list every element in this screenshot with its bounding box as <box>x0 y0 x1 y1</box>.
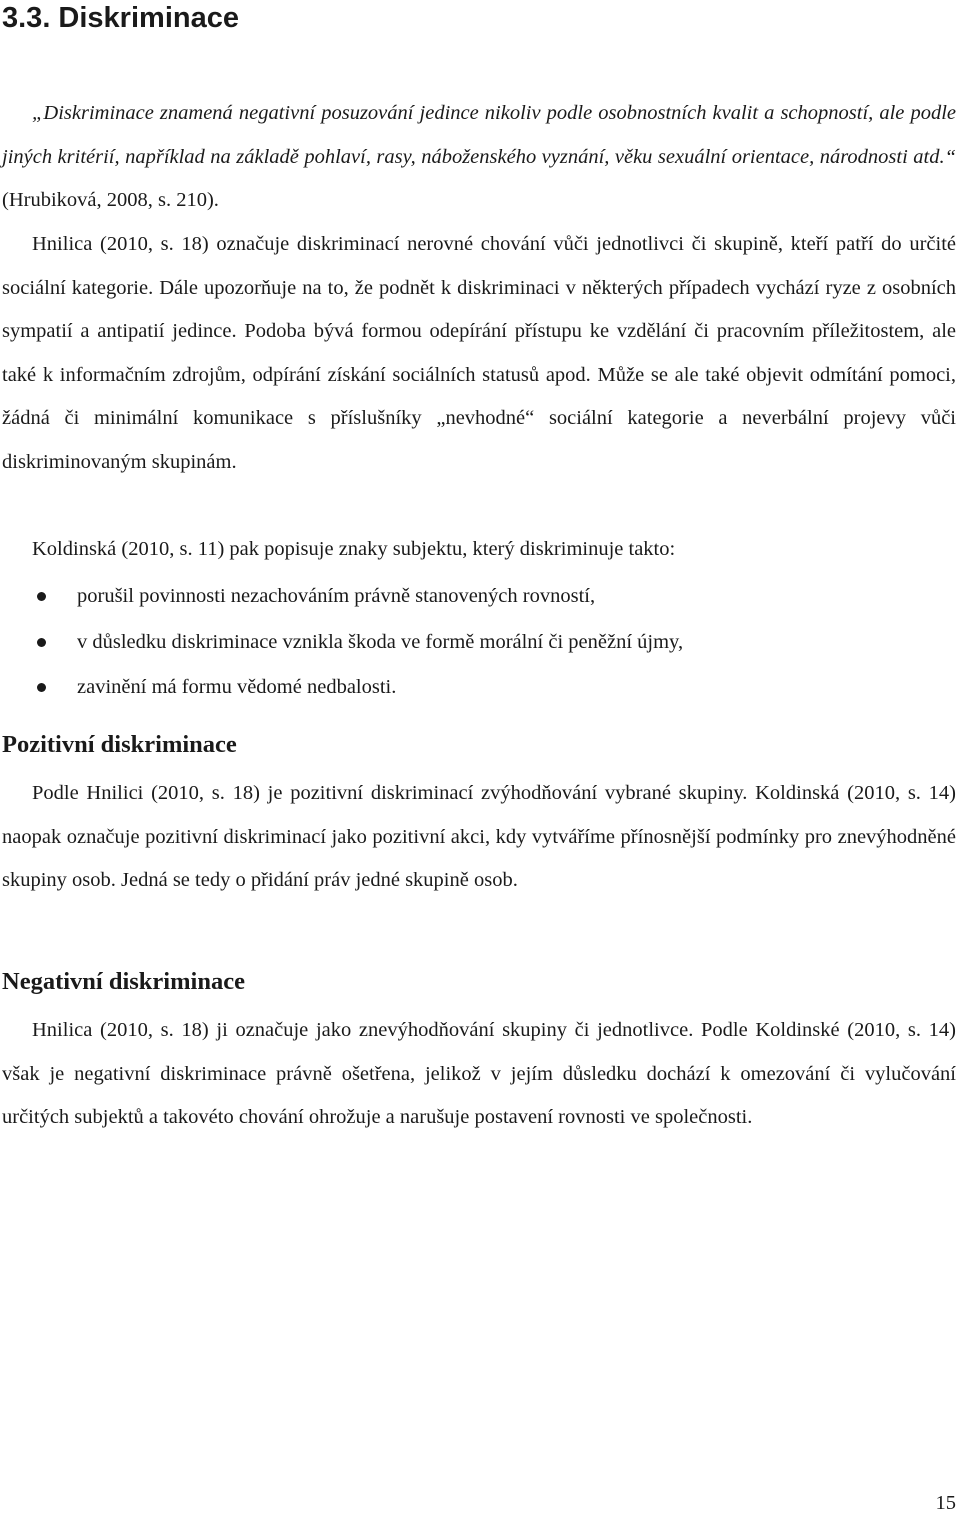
definition-citation: (Hrubiková, 2008, s. 210). <box>2 189 219 212</box>
positive-discrimination-heading: Pozitivní diskriminace <box>2 731 237 758</box>
list-item-text: zavinění má formu vědomé nedbalosti. <box>77 676 397 698</box>
list-item <box>0 574 956 620</box>
list-item-text: v důsledku diskriminace vznikla škoda ve formě morální či peněžní újmy, <box>77 630 684 653</box>
negative-discrimination-heading: Negativní diskriminace <box>2 968 245 995</box>
list-item <box>0 665 956 711</box>
definition-quote: „Diskriminace znamená negativní posuzování jedince nikoliv podle osobnostních kvalit a schopností, ale podle jiných kritérií, například na základě pohlaví, rasy, náboženského vyznání, věku sexuální orientace, národnosti atd.“ <box>2 102 956 168</box>
negative-discrimination-paragraph: Hnilica (2010, s. 18) ji označuje jako znevýhodňování skupiny či jednotlivce. Podle Koldinské (2010, s. 14) však je negativní diskriminace právně ošetřena, jelikož v jejím důsledku dochází k omezování či vylučování určitých subjektů a takovéto chování ohrožuje a narušuje postavení rovnosti ve společnosti. <box>2 1019 956 1129</box>
bullet-icon <box>37 683 46 692</box>
positive-discrimination-paragraph: Podle Hnilici (2010, s. 18) je pozitivní diskriminací zvýhodňování vybrané skupiny. Koldinská (2010, s. 14) naopak označuje pozitivní diskriminací jako pozitivní akci, kdy vytváříme přínosnější podmínky pro znevýhodněné skupiny osob. Jedná se tedy o přidání práv jedné skupině osob. <box>2 782 956 892</box>
bullet-list <box>0 574 956 711</box>
definition-paragraph <box>2 92 956 223</box>
koldinska-intro-paragraph: Koldinská (2010, s. 11) pak popisuje znaky subjektu, který diskriminuje takto: <box>32 538 676 560</box>
list-item <box>0 620 956 666</box>
list-item-text: porušil povinnosti nezachováním právně stanovených rovností, <box>77 585 596 607</box>
bullet-icon <box>37 592 46 601</box>
page-number: 15 <box>935 1492 956 1514</box>
hnilica-paragraph: Hnilica (2010, s. 18) označuje diskriminací nerovné chování vůči jednotlivci či skupině, kteří patří do určité sociální kategorie. Dále upozorňuje na to, že podnět k diskriminaci v některých případech vychází ryze z osobních sympatií a antipatií jedince. Podoba bývá formou odepírání přístupu ke vzdělání či pracovním příležitostem, ale také k informačním zdrojům, odpírání získání sociálních statusů apod. Může se ale také objevit odmítání pomoci, žádná či minimální komunikace s příslušníky „nevhodné“ sociální kategorie a neverbální projevy vůči diskriminovaným skupinám. <box>2 233 956 473</box>
bullet-icon <box>37 638 46 647</box>
chapter-title: 3.3. Diskriminace <box>2 2 239 34</box>
